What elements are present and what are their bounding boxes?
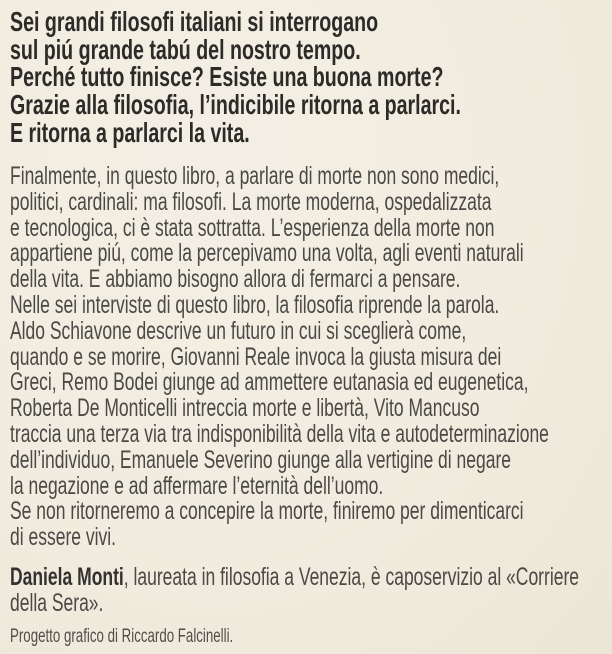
- body-line: Aldo Schiavone descrive un futuro in cui si sceglierà come,: [10, 316, 467, 345]
- headline-line: sul piú grande tabú del nostro tempo.: [10, 33, 361, 65]
- body-line: quando e se morire, Giovanni Reale invoca la giusta misura dei: [10, 342, 502, 371]
- headline-line: E ritorna a parlarci la vita.: [10, 116, 250, 148]
- description-paragraph: [10, 164, 549, 551]
- bio-line: [10, 564, 579, 590]
- body-line: la negazione e ad affermare l’eternità dell’uomo.: [10, 471, 384, 500]
- bio-line: della Sera».: [10, 589, 104, 617]
- body-line: traccia una terza via tra indisponibilità della vita e autodeterminazione: [10, 419, 549, 448]
- design-credit: [10, 627, 233, 647]
- body-line: politici, cardinali: ma filosofi. La morte moderna, ospedalizzata: [10, 187, 492, 216]
- headline-block: [10, 8, 461, 147]
- body-line: Se non ritorneremo a concepire la morte, finiremo per dimenticarci: [10, 497, 524, 526]
- author-bio: [10, 564, 579, 616]
- body-line: appartiene piú, come la percepivamo una volta, agli eventi naturali: [10, 239, 524, 268]
- credit-line: Progetto grafico di Riccardo Falcinelli.: [10, 626, 234, 647]
- body-line: della vita. E abbiamo bisogno allora di fermarci a pensare.: [10, 265, 461, 294]
- body-line: Greci, Remo Bodei giunge ad ammettere eutanasia ed eugenetica,: [10, 368, 529, 397]
- body-line: Finalmente, in questo libro, a parlare di morte non sono medici,: [10, 162, 500, 190]
- body-line: e tecnologica, ci è stata sottratta. L’esperienza della morte non: [10, 213, 495, 242]
- headline-line: Perché tutto finisce? Esiste una buona morte?: [10, 61, 444, 93]
- body-line: di essere vivi.: [10, 523, 117, 552]
- body-line: dell’individuo, Emanuele Severino giunge alla vertigine di negare: [10, 445, 512, 474]
- body-line: Nelle sei interviste di questo libro, la filosofia riprende la parola.: [10, 290, 500, 319]
- bio-text: , laureata in filosofia a Venezia, è caposervizio al «Corriere: [123, 563, 580, 591]
- author-name: Daniela Monti: [10, 563, 124, 591]
- headline-line: Sei grandi filosofi italiani si interrogano: [10, 6, 379, 37]
- body-line: Roberta De Monticelli intreccia morte e libertà, Vito Mancuso: [10, 394, 480, 423]
- headline-line: Grazie alla filosofia, l’indicibile ritorna a parlarci.: [10, 89, 461, 121]
